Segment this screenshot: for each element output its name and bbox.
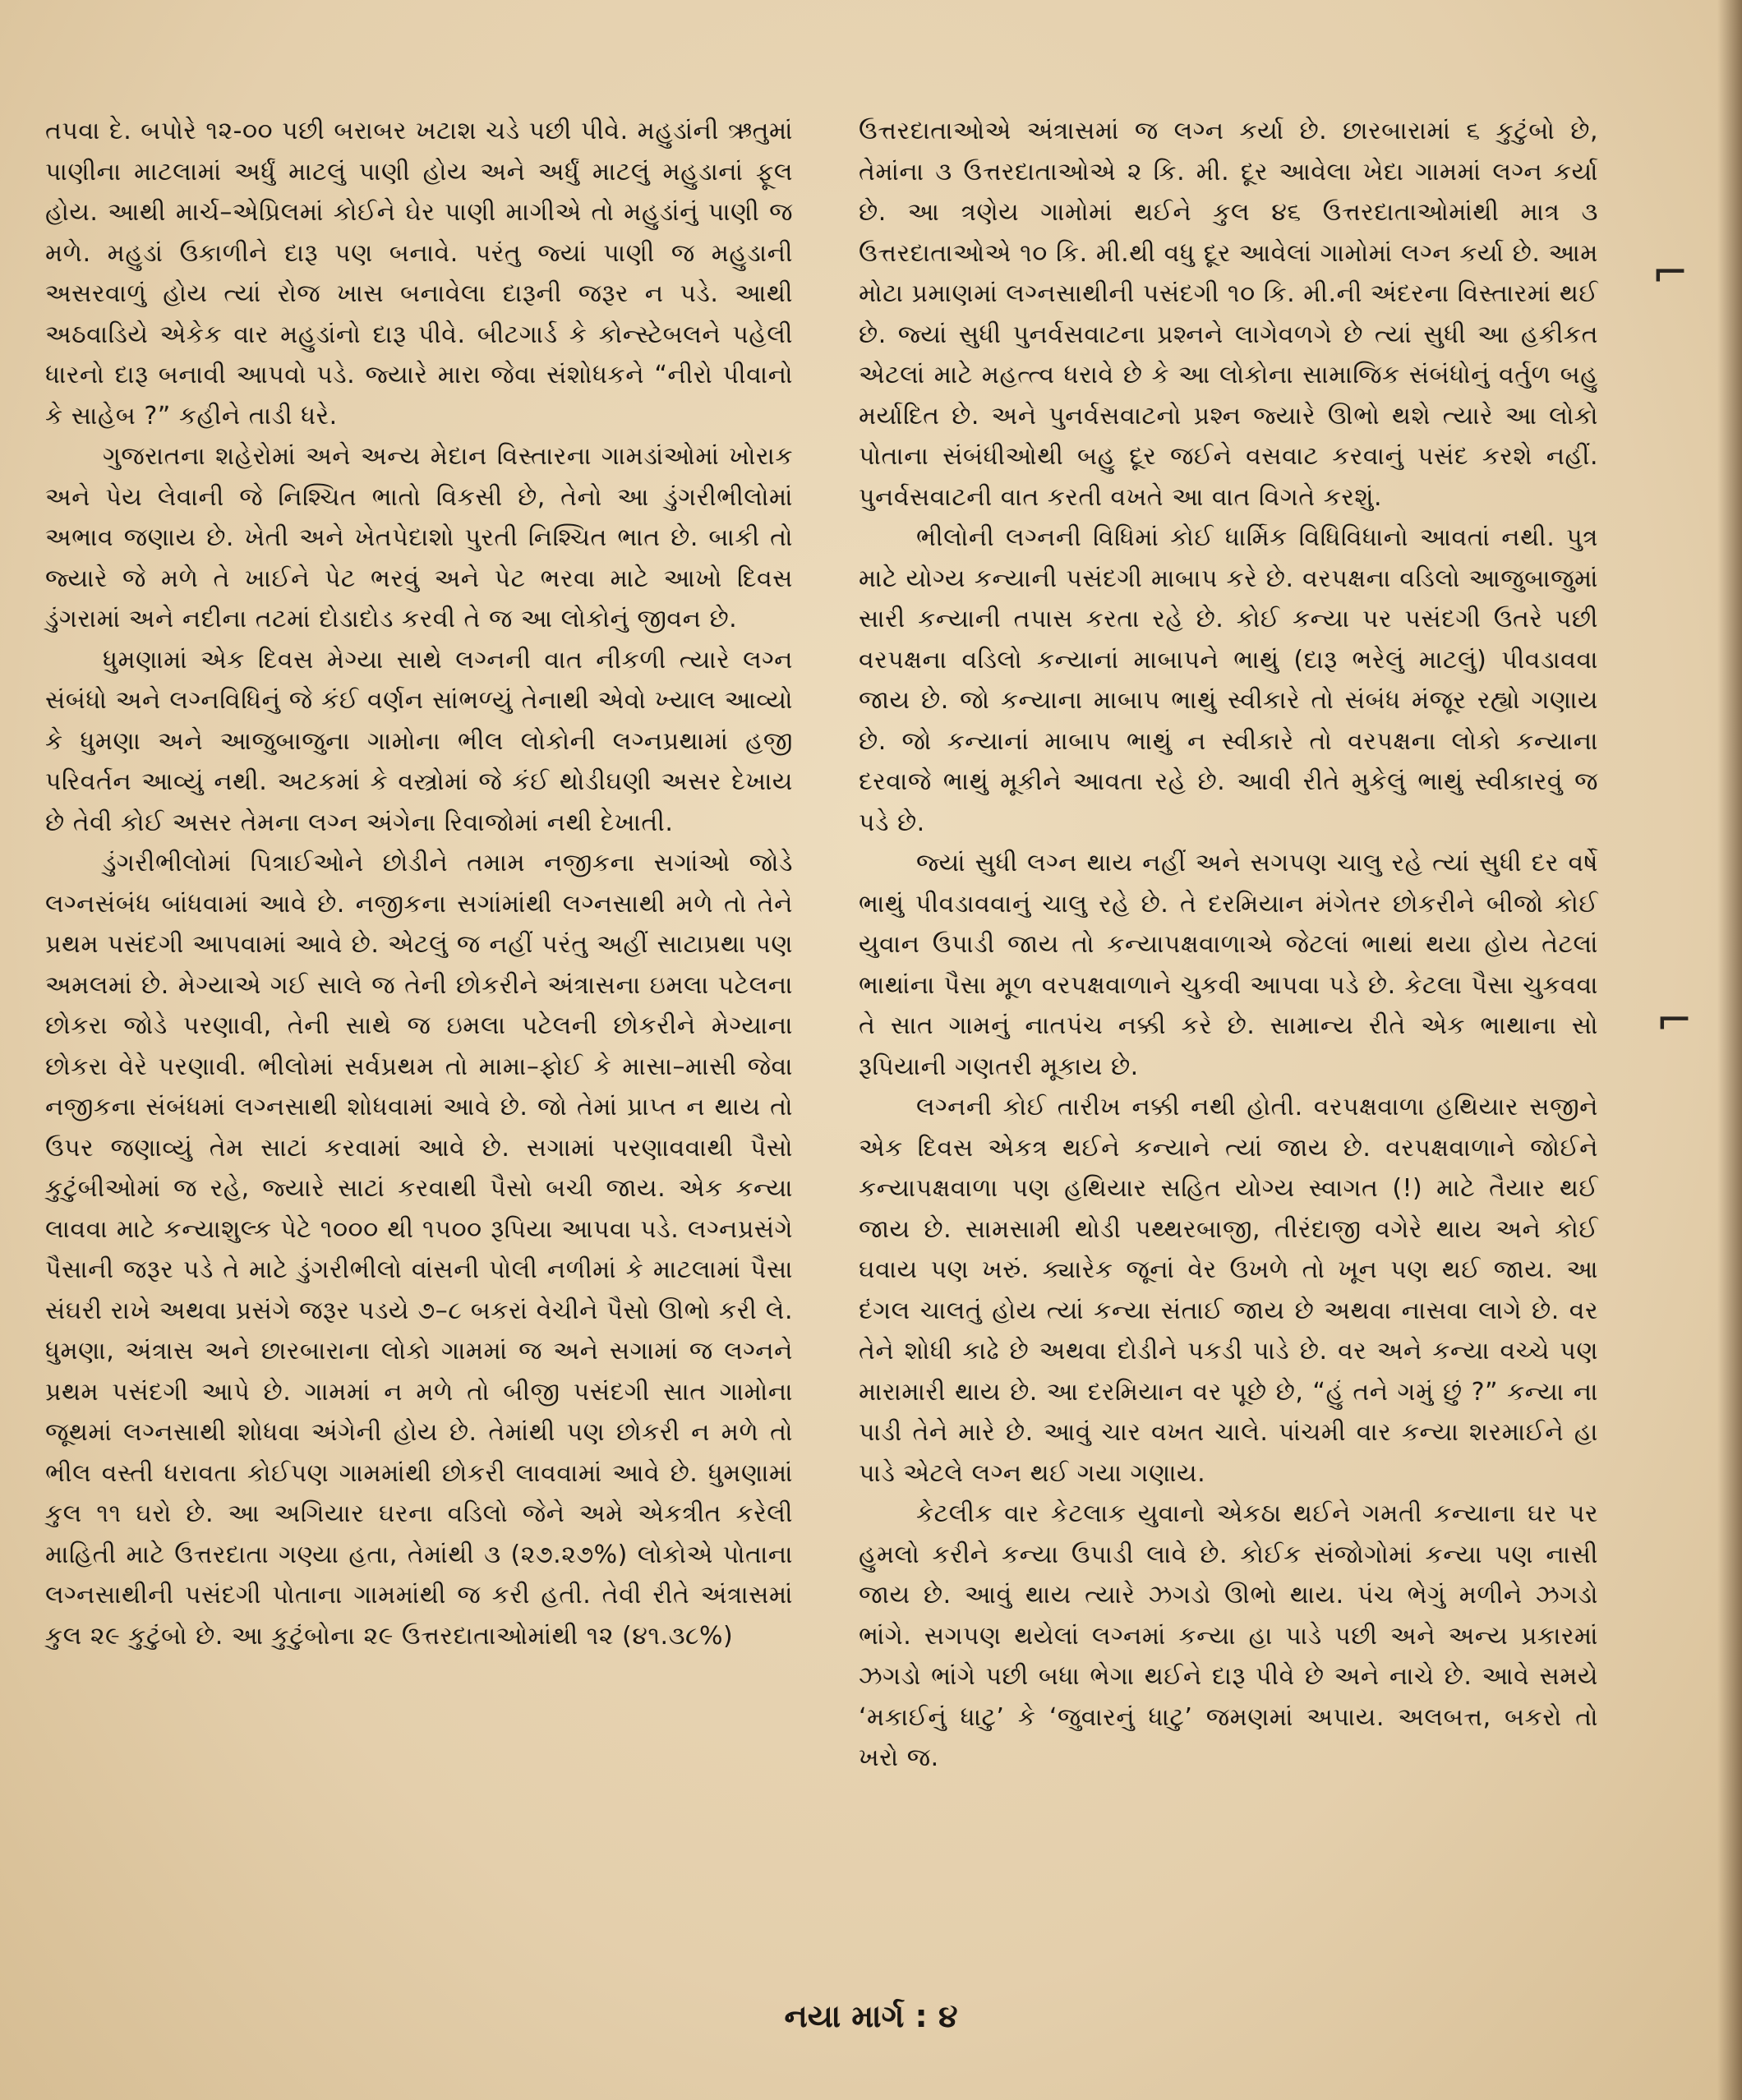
paragraph: ગુજરાતના શહેરોમાં અને અન્ય મેદાન વિસ્તારના ગામડાંઓમાં ખોરાક અને પેય લેવાની જે નિશ્ચિત ભાતો વિકસી છે, તેનો આ ડુંગરીભીલોમાં અભાવ જણાય છે. ખેતી અને ખેતપેદાશો પુરતી નિશ્ચિત ભાત છે. બાકી તો જ્યારે જે મળે તે ખાઈને પેટ ભરવું અને પેટ ભરવા માટે આખો દિવસ ડુંગરામાં અને નદીના તટમાં દોડાદોડ કરવી તે જ આ લોકોનું જીવન છે. — [45, 442, 793, 633]
paragraph: ડુંગરીભીલોમાં પિત્રાઈઓને છોડીને તમામ નજીકના સગાંઓ જોડે લગ્નસંબંધ બાંધવામાં આવે છે. નજીકના સગાંમાંથી લગ્નસાથી મળે તો તેને પ્રથમ પસંદગી આપવામાં આવે છે. એટલું જ નહીં પરંતુ અહીં સાટાપ્રથા પણ અમલમાં છે. મેગ્યાએ ગઈ સાલે જ તેની છોકરીને અંત્રાસના ઇમલા પટેલના છોકરા જોડે પરણાવી, તેની સાથે જ ઇમલા પટેલની છોકરીને મેગ્યાના છોકરા વેરે પરણાવી. ભીલોમાં સર્વપ્રથમ તો મામા–ફોઈ કે માસા–માસી જેવા નજીકના સંબંધમાં લગ્નસાથી શોધવામાં આવે છે. જો તેમાં પ્રાપ્ત ન થાય તો ઉપર જણાવ્યું તેમ સાટાં કરવામાં આવે છે. સગામાં પરણાવવાથી પૈસો કુટુંબીઓમાં જ રહે, જ્યારે સાટાં કરવાથી પૈસો બચી જાય. એક કન્યા લાવવા માટે કન્યાશુલ્ક પેટે ૧૦૦૦ થી ૧૫૦૦ રૂપિયા આપવા પડે. લગ્નપ્રસંગે પૈસાની જરૂર પડે તે માટે ડુંગરીભીલો વાંસની પોલી નળીમાં કે માટલામાં પૈસા સંઘરી રાખે અથવા પ્રસંગે જરૂર પડયે ૭–૮ બકરાં વેચીને પૈસો ઊભો કરી લે. ધુમણા, અંત્રાસ અને છારબારાના લોકો ગામમાં જ અને સગામાં જ લગ્નને પ્રથમ પસંદગી આપે છે. ગામમાં ન મળે તો બીજી પસંદગી સાત ગામોના જૂથમાં લગ્નસાથી શોધવા અંગેની હોય છે. તેમાંથી પણ છોકરી ન મળે તો ભીલ વસ્તી ધરાવતા કોઈપણ ગામમાંથી છોકરી લાવવામાં આવે છે. ધુમણામાં કુલ ૧૧ ઘરો છે. આ અગિયાર ઘરના વડિલો જેને અમે એકત્રીત કરેલી માહિતી માટે ઉત્તરદાતા ગણ્યા હતા, તેમાંથી ૩ (૨૭.૨૭%) લોકોએ પોતાના લગ્નસાથીની પસંદગી પોતાના ગામમાંથી જ કરી હતી. તેવી રીતે અંત્રાસમાં કુલ ૨૯ કુટુંબો છે. આ કુટુંબોના ૨૯ ઉત્તરદાતાઓમાંથી ૧૨ (૪૧.૩૮%) — [45, 849, 793, 1651]
paragraph: તપવા દે. બપોરે ૧૨-૦૦ પછી બરાબર ખટાશ ચડે પછી પીવે. મહુડાંની ઋતુમાં પાણીના માટલામાં અર્ધું માટલું પાણી હોય અને અર્ધું માટલું મહુડાનાં ફૂલ હોય. આથી માર્ચ–એપ્રિલમાં કોઈને ઘેર પાણી માગીએ તો મહુડાંનું પાણી જ મળે. મહુડાં ઉકાળીને દારૂ પણ બનાવે. પરંતુ જ્યાં પાણી જ મહુડાની અસરવાળું હોય ત્યાં રોજ ખાસ બનાવેલા દારૂની જરૂર ન પડે. આથી અઠવાડિયે એકેક વાર મહુડાંનો દારૂ પીવે. બીટગાર્ડ કે કોન્સ્ટેબલને પહેલી ધારનો દારૂ બનાવી આપવો પડે. જ્યારે મારા જેવા સંશોધકને “નીરો પીવાનો કે સાહેબ ?” કહીને તાડી ધરે. — [45, 117, 793, 431]
right-column — [859, 111, 1598, 1779]
paragraph: કેટલીક વાર કેટલાક યુવાનો એકઠા થઈને ગમતી કન્યાના ઘર પર હુમલો કરીને કન્યા ઉપાડી લાવે છે. કોઈક સંજોગોમાં કન્યા પણ નાસી જાય છે. આવું થાય ત્યારે ઝગડો ઊભો થાય. પંચ ભેગું મળીને ઝગડો ભાંગે. સગપણ થયેલાં લગ્નમાં કન્યા હા પાડે પછી અને અન્ય પ્રકારમાં ઝગડો ભાંગે પછી બધા ભેગા થઈને દારૂ પીવે છે અને નાચે છે. આવે સમયે ‘મકાઈનું ધાટુ’ કે ‘જુવારનું ધાટુ’ જમણમાં અપાય. અલબત્ત, બકરો તો ખરો જ. — [859, 1499, 1598, 1772]
paragraph: લગ્નની કોઈ તારીખ નક્કી નથી હોતી. વરપક્ષવાળા હથિયાર સજીને એક દિવસ એકત્ર થઈને કન્યાને ત્યાં જાય છે. વરપક્ષવાળાને જોઈને કન્યાપક્ષવાળા પણ હથિયાર સહિત યોગ્ય સ્વાગત (!) માટે તૈયાર થઈ જાય છે. સામસામી થોડી પથ્થરબાજી, તીરંદાજી વગેરે થાય અને કોઈ ઘવાય પણ ખરું. ક્યારેક જૂનાં વેર ઉખળે તો ખૂન પણ થઈ જાય. આ દંગલ ચાલતું હોય ત્યાં કન્યા સંતાઈ જાય છે અથવા નાસવા લાગે છે. વર તેને શોધી કાઢે છે અથવા દોડીને પકડી પાડે છે. વર અને કન્યા વચ્ચે પણ મારામારી થાય છે. આ દરમિયાન વર પૂછે છે, “હું તને ગમું છું ?” કન્યા ના પાડી તેને મારે છે. આવું ચાર વખત ચાલે. પાંચમી વાર કન્યા શરમાઈને હા પાડે એટલે લગ્ન થઈ ગયા ગણાય. — [859, 1093, 1598, 1488]
page-edge-shadow — [1717, 0, 1742, 2100]
paragraph: ભીલોની લગ્નની વિધિમાં કોઈ ધાર્મિક વિધિવિધાનો આવતાં નથી. પુત્ર માટે યોગ્ય કન્યાની પસંદગી માબાપ કરે છે. વરપક્ષના વડિલો આજુબાજુમાં સારી કન્યાની તપાસ કરતા રહે છે. કોઈ કન્યા પર પસંદગી ઉતરે પછી વરપક્ષના વડિલો કન્યાનાં માબાપને ભાથું (દારૂ ભરેલું માટલું) પીવડાવવા જાય છે. જો કન્યાના માબાપ ભાથું સ્વીકારે તો સંબંધ મંજૂર રહ્યો ગણાય છે. જો કન્યાનાં માબાપ ભાથું ન સ્વીકારે તો વરપક્ષના લોકો કન્યાના દરવાજે ભાથું મૂકીને આવતા રહે છે. આવી રીતે મુકેલું ભાથું સ્વીકારવું જ પડે છે. — [859, 523, 1598, 837]
paragraph: જ્યાં સુધી લગ્ન થાય નહીં અને સગપણ ચાલુ રહે ત્યાં સુધી દર વર્ષે ભાથું પીવડાવવાનું ચાલુ રહે છે. તે દરમિયાન મંગેતર છોકરીને બીજો કોઈ યુવાન ઉપાડી જાય તો કન્યાપક્ષવાળાએ જેટલાં ભાથાં થયા હોય તેટલાં ભાથાંના પૈસા મૂળ વરપક્ષવાળાને ચુકવી આપવા પડે છે. કેટલા પૈસા ચુકવવા તે સાત ગામનું નાતપંચ નક્કી કરે છે. સામાન્ય રીતે એક ભાથાના સો રૂપિયાની ગણતરી મૂકાય છે. — [859, 849, 1598, 1081]
left-column — [45, 111, 793, 1656]
paragraph: ઉત્તરદાતાઓએ અંત્રાસમાં જ લગ્ન કર્યા છે. છારબારામાં ૬ કુટુંબો છે, તેમાંના ૩ ઉત્તરદાતાઓએ ૨ કિ. મી. દૂર આવેલા ખેદા ગામમાં લગ્ન કર્યા છે. આ ત્રણેય ગામોમાં થઈને કુલ ૪૬ ઉત્તરદાતાઓમાંથી માત્ર ૩ ઉત્તરદાતાઓએ ૧૦ કિ. મી.થી વધુ દૂર આવેલાં ગામોમાં લગ્ન કર્યા છે. આમ મોટા પ્રમાણમાં લગ્નસાથીની પસંદગી ૧૦ કિ. મી.ની અંદરના વિસ્તારમાં થઈ છે. જ્યાં સુધી પુનર્વસવાટના પ્રશ્નને લાગેવળગે છે ત્યાં સુધી આ હકીકત એટલાં માટે મહત્ત્વ ધરાવે છે કે આ લોકોના સામાજિક સંબંધોનું વર્તુળ બહુ મર્યાદિત છે. અને પુનર્વસવાટનો પ્રશ્ન જ્યારે ઊભો થશે ત્યારે આ લોકો પોતાના સંબંધીઓથી બહુ દૂર જઈને વસવાટ કરવાનું પસંદ કરશે નહીં. પુનર્વસવાટની વાત કરતી વખતે આ વાત વિગતે કરશું. — [859, 117, 1598, 512]
margin-mark-icon: ⌐ — [1656, 994, 1694, 1046]
margin-mark-icon: ⌐ — [1652, 246, 1689, 298]
page-footer: નયા માર્ગ : ૪ — [784, 1998, 958, 2034]
paragraph: ધુમણામાં એક દિવસ મેગ્યા સાથે લગ્નની વાત નીકળી ત્યારે લગ્ન સંબંધો અને લગ્નવિધિનું જે કંઈ વર્ણન સાંભળ્યું તેનાથી એવો ખ્યાલ આવ્યો કે ધુમણા અને આજુબાજુના ગામોના ભીલ લોકોની લગ્નપ્રથામાં હજી પરિવર્તન આવ્યું નથી. અટકમાં કે વસ્ત્રોમાં જે કંઈ થોડીઘણી અસર દેખાય છે તેવી કોઈ અસર તેમના લગ્ન અંગેના રિવાજોમાં નથી દેખાતી. — [45, 645, 793, 837]
